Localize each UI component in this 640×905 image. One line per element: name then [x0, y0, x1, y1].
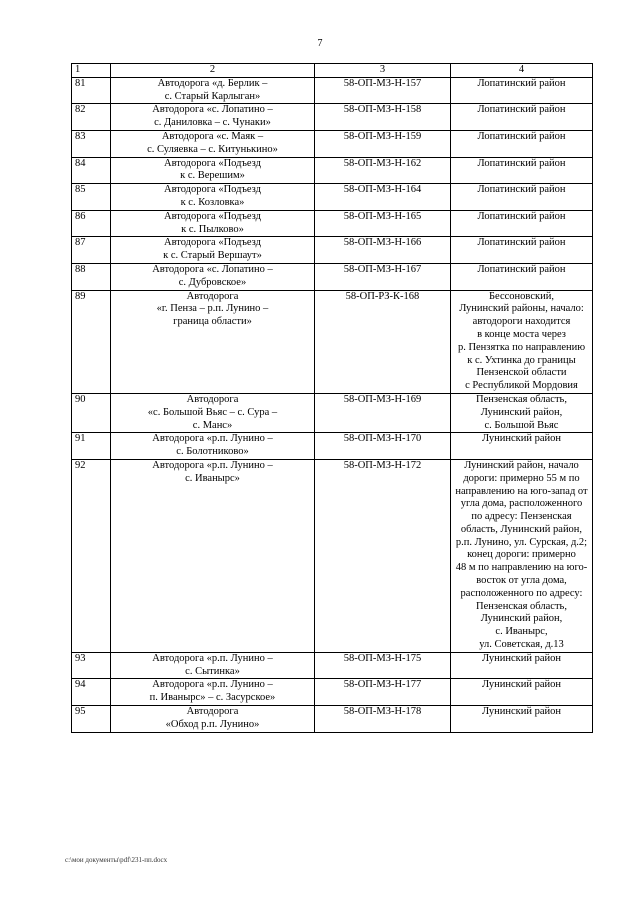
table-row — [72, 433, 593, 460]
road-code: 58-ОП-МЗ-Н-177 — [315, 679, 451, 706]
road-name — [111, 210, 315, 237]
road-name-line: Автодорога «р.п. Лунино – — [152, 459, 273, 471]
road-code: 58-ОП-МЗ-Н-166 — [315, 237, 451, 264]
road-name-line: п. Иванырс» – с. Засурское» — [149, 692, 276, 704]
table-row — [72, 652, 593, 679]
table-row — [72, 157, 593, 184]
row-number: 85 — [72, 184, 111, 211]
row-number: 94 — [72, 679, 111, 706]
table-row — [72, 393, 593, 432]
road-name-line: с. Даниловка – с. Чунаки» — [154, 117, 271, 129]
road-name-line: с. Болотниково» — [176, 446, 249, 458]
road-name — [111, 157, 315, 184]
road-location — [451, 652, 593, 679]
road-code: 58-ОП-МЗ-Н-175 — [315, 652, 451, 679]
road-location-line: угла дома, расположенного — [460, 498, 583, 510]
page-number: 7 — [317, 38, 323, 49]
road-code: 58-ОП-МЗ-Н-165 — [315, 210, 451, 237]
row-number: 92 — [72, 459, 111, 652]
road-location-line: Лунинский районы, начало: — [459, 303, 584, 315]
road-name-line: Автодорога «с. Лопатино – — [152, 104, 273, 116]
road-location-line: восток от угла дома, — [476, 575, 567, 587]
road-location-line: Лопатинский район — [477, 130, 566, 142]
road-name — [111, 263, 315, 290]
road-location-line: расположенного по адресу: — [460, 587, 583, 599]
road-location-line: р. Пензятка по направлению — [457, 341, 586, 353]
road-name-line: с. Манс» — [192, 419, 233, 431]
road-name-line: «г. Пенза – р.п. Лунино – — [156, 303, 269, 315]
road-location-line: к с. Ухтинка до границы — [467, 354, 576, 366]
road-name-line: Автодорога «с. Лопатино – — [152, 263, 273, 275]
column-header-name: 2 — [111, 64, 315, 78]
road-name-line: Автодорога «Подъезд — [163, 184, 261, 196]
road-location-line: ул. Советская, д.13 — [479, 639, 564, 651]
road-name-line: Автодорога «д. Берлик – — [157, 77, 268, 89]
road-location-line: Лопатинский район — [477, 263, 566, 275]
row-number: 81 — [72, 77, 111, 104]
road-name — [111, 290, 315, 393]
row-number: 88 — [72, 263, 111, 290]
road-location — [451, 393, 593, 432]
road-name — [111, 652, 315, 679]
road-name — [111, 706, 315, 733]
road-name — [111, 393, 315, 432]
road-name-line: Автодорога «с. Маяк – — [161, 130, 264, 142]
road-name — [111, 77, 315, 104]
road-code: 58-ОП-МЗ-Н-170 — [315, 433, 451, 460]
road-location-line: Лопатинский район — [477, 184, 566, 196]
row-number: 91 — [72, 433, 111, 460]
table-row — [72, 104, 593, 131]
road-location-line: с. Большой Вьяс — [484, 419, 559, 431]
table-row — [72, 459, 593, 652]
road-name — [111, 237, 315, 264]
table-row — [72, 290, 593, 393]
road-name-line: граница области» — [173, 316, 252, 328]
road-name-line: к с. Верешим» — [180, 170, 245, 182]
road-name-line: к с. Старый Вершаут» — [163, 250, 262, 262]
road-name-line: Автодорога — [186, 290, 239, 302]
table-row — [72, 237, 593, 264]
road-location-line: Лопатинский район — [477, 237, 566, 249]
road-name — [111, 679, 315, 706]
road-code: 58-ОП-МЗ-Н-178 — [315, 706, 451, 733]
row-number: 86 — [72, 210, 111, 237]
road-name-line: Автодорога «р.п. Лунино – — [152, 652, 273, 664]
road-location — [451, 459, 593, 652]
table-header-row — [72, 64, 593, 78]
road-location-line: Лунинский район — [482, 679, 561, 691]
road-name-line: Автодорога «Подъезд — [163, 157, 261, 169]
column-header-district: 4 — [451, 64, 593, 78]
road-code: 58-ОП-МЗ-Н-164 — [315, 184, 451, 211]
road-location-line: Лунинский район — [482, 706, 561, 718]
file-path-footer: c:\мои документы\pdf\231-пп.docx — [65, 856, 168, 864]
column-header-number: 1 — [72, 64, 111, 78]
road-name-line: к с. Козловка» — [180, 196, 245, 208]
road-name — [111, 130, 315, 157]
road-name-line: Автодорога «р.п. Лунино – — [152, 433, 273, 445]
road-location-line: р.п. Лунино, ул. Сурская, д.2; — [455, 536, 588, 548]
road-name-line: с. Суляевка – с. Китунькино» — [147, 143, 278, 155]
table-row — [72, 184, 593, 211]
row-number: 90 — [72, 393, 111, 432]
row-number: 93 — [72, 652, 111, 679]
column-header-code: 3 — [315, 64, 451, 78]
table-row — [72, 679, 593, 706]
table-row — [72, 210, 593, 237]
road-code: 58-ОП-МЗ-Н-157 — [315, 77, 451, 104]
row-number: 83 — [72, 130, 111, 157]
row-number: 95 — [72, 706, 111, 733]
road-location-line: направлению на юго-запад от — [455, 485, 588, 497]
road-location — [451, 210, 593, 237]
road-location-line: Бессоновский, — [489, 290, 554, 302]
row-number: 87 — [72, 237, 111, 264]
row-number: 84 — [72, 157, 111, 184]
road-name-line: Автодорога — [186, 706, 239, 718]
road-location-line: Лопатинский район — [477, 77, 566, 89]
road-location-line: 48 м по направлению на юго- — [455, 562, 588, 574]
road-name-line: с. Сытинка» — [185, 665, 240, 677]
road-location-line: конец дороги: примерно — [467, 549, 576, 561]
row-number: 89 — [72, 290, 111, 393]
road-name — [111, 459, 315, 652]
road-location-line: Лопатинский район — [477, 210, 566, 222]
road-location-line: Лунинский район — [482, 652, 561, 664]
road-location — [451, 706, 593, 733]
road-name-line: с. Дубровское» — [178, 276, 247, 288]
road-location — [451, 157, 593, 184]
road-name-line: к с. Пылково» — [181, 223, 244, 235]
road-code: 58-ОП-РЗ-К-168 — [315, 290, 451, 393]
road-location-line: Лунинский район — [482, 433, 561, 445]
road-location-line: Лопатинский район — [477, 157, 566, 169]
road-location-line: Пензенская область, — [476, 393, 567, 405]
road-code: 58-ОП-МЗ-Н-169 — [315, 393, 451, 432]
road-location-line: Лопатинский район — [477, 104, 566, 116]
road-name-line: «Обход р.п. Лунино» — [165, 718, 260, 730]
roads-table — [71, 63, 593, 733]
road-code: 58-ОП-МЗ-Н-158 — [315, 104, 451, 131]
road-location-line: с. Иванырс, — [495, 626, 548, 638]
table-row — [72, 263, 593, 290]
road-location — [451, 237, 593, 264]
table-row — [72, 130, 593, 157]
road-name-line: с. Иванырс» — [185, 472, 240, 484]
road-code: 58-ОП-МЗ-Н-172 — [315, 459, 451, 652]
table-body — [72, 77, 593, 732]
road-name-line: Автодорога «Подъезд — [163, 237, 261, 249]
road-location — [451, 184, 593, 211]
road-location — [451, 263, 593, 290]
road-location-line: автодороги находится — [472, 316, 571, 328]
road-location — [451, 433, 593, 460]
road-location — [451, 130, 593, 157]
road-location — [451, 290, 593, 393]
road-name-line: Автодорога — [186, 393, 239, 405]
road-code: 58-ОП-МЗ-Н-162 — [315, 157, 451, 184]
road-code: 58-ОП-МЗ-Н-167 — [315, 263, 451, 290]
table-row — [72, 706, 593, 733]
road-name — [111, 433, 315, 460]
table-row — [72, 77, 593, 104]
row-number: 82 — [72, 104, 111, 131]
road-location-line: область, Лунинский район, — [460, 523, 583, 535]
road-name-line: с. Старый Карлыган» — [164, 90, 261, 102]
road-location-line: Пензенская область, — [476, 600, 567, 612]
road-location-line: по адресу: Пензенская — [471, 511, 572, 523]
road-name-line: «с. Большой Вьяс – с. Сура – — [147, 406, 278, 418]
road-location-line: Лунинский район, — [480, 613, 563, 625]
road-location — [451, 104, 593, 131]
road-name-line: Автодорога «р.п. Лунино – — [152, 679, 273, 691]
road-location — [451, 77, 593, 104]
road-location-line: Лунинский район, начало — [464, 459, 579, 471]
road-location-line: Пензенской области — [476, 367, 567, 379]
road-name — [111, 104, 315, 131]
road-name — [111, 184, 315, 211]
road-code: 58-ОП-МЗ-Н-159 — [315, 130, 451, 157]
road-location-line: дороги: примерно 55 м по — [463, 472, 580, 484]
road-location-line: Лунинский район, — [480, 406, 563, 418]
road-location-line: в конце моста через — [477, 328, 566, 340]
road-location — [451, 679, 593, 706]
road-name-line: Автодорога «Подъезд — [163, 210, 261, 222]
road-location-line: с Республикой Мордовия — [465, 380, 578, 392]
